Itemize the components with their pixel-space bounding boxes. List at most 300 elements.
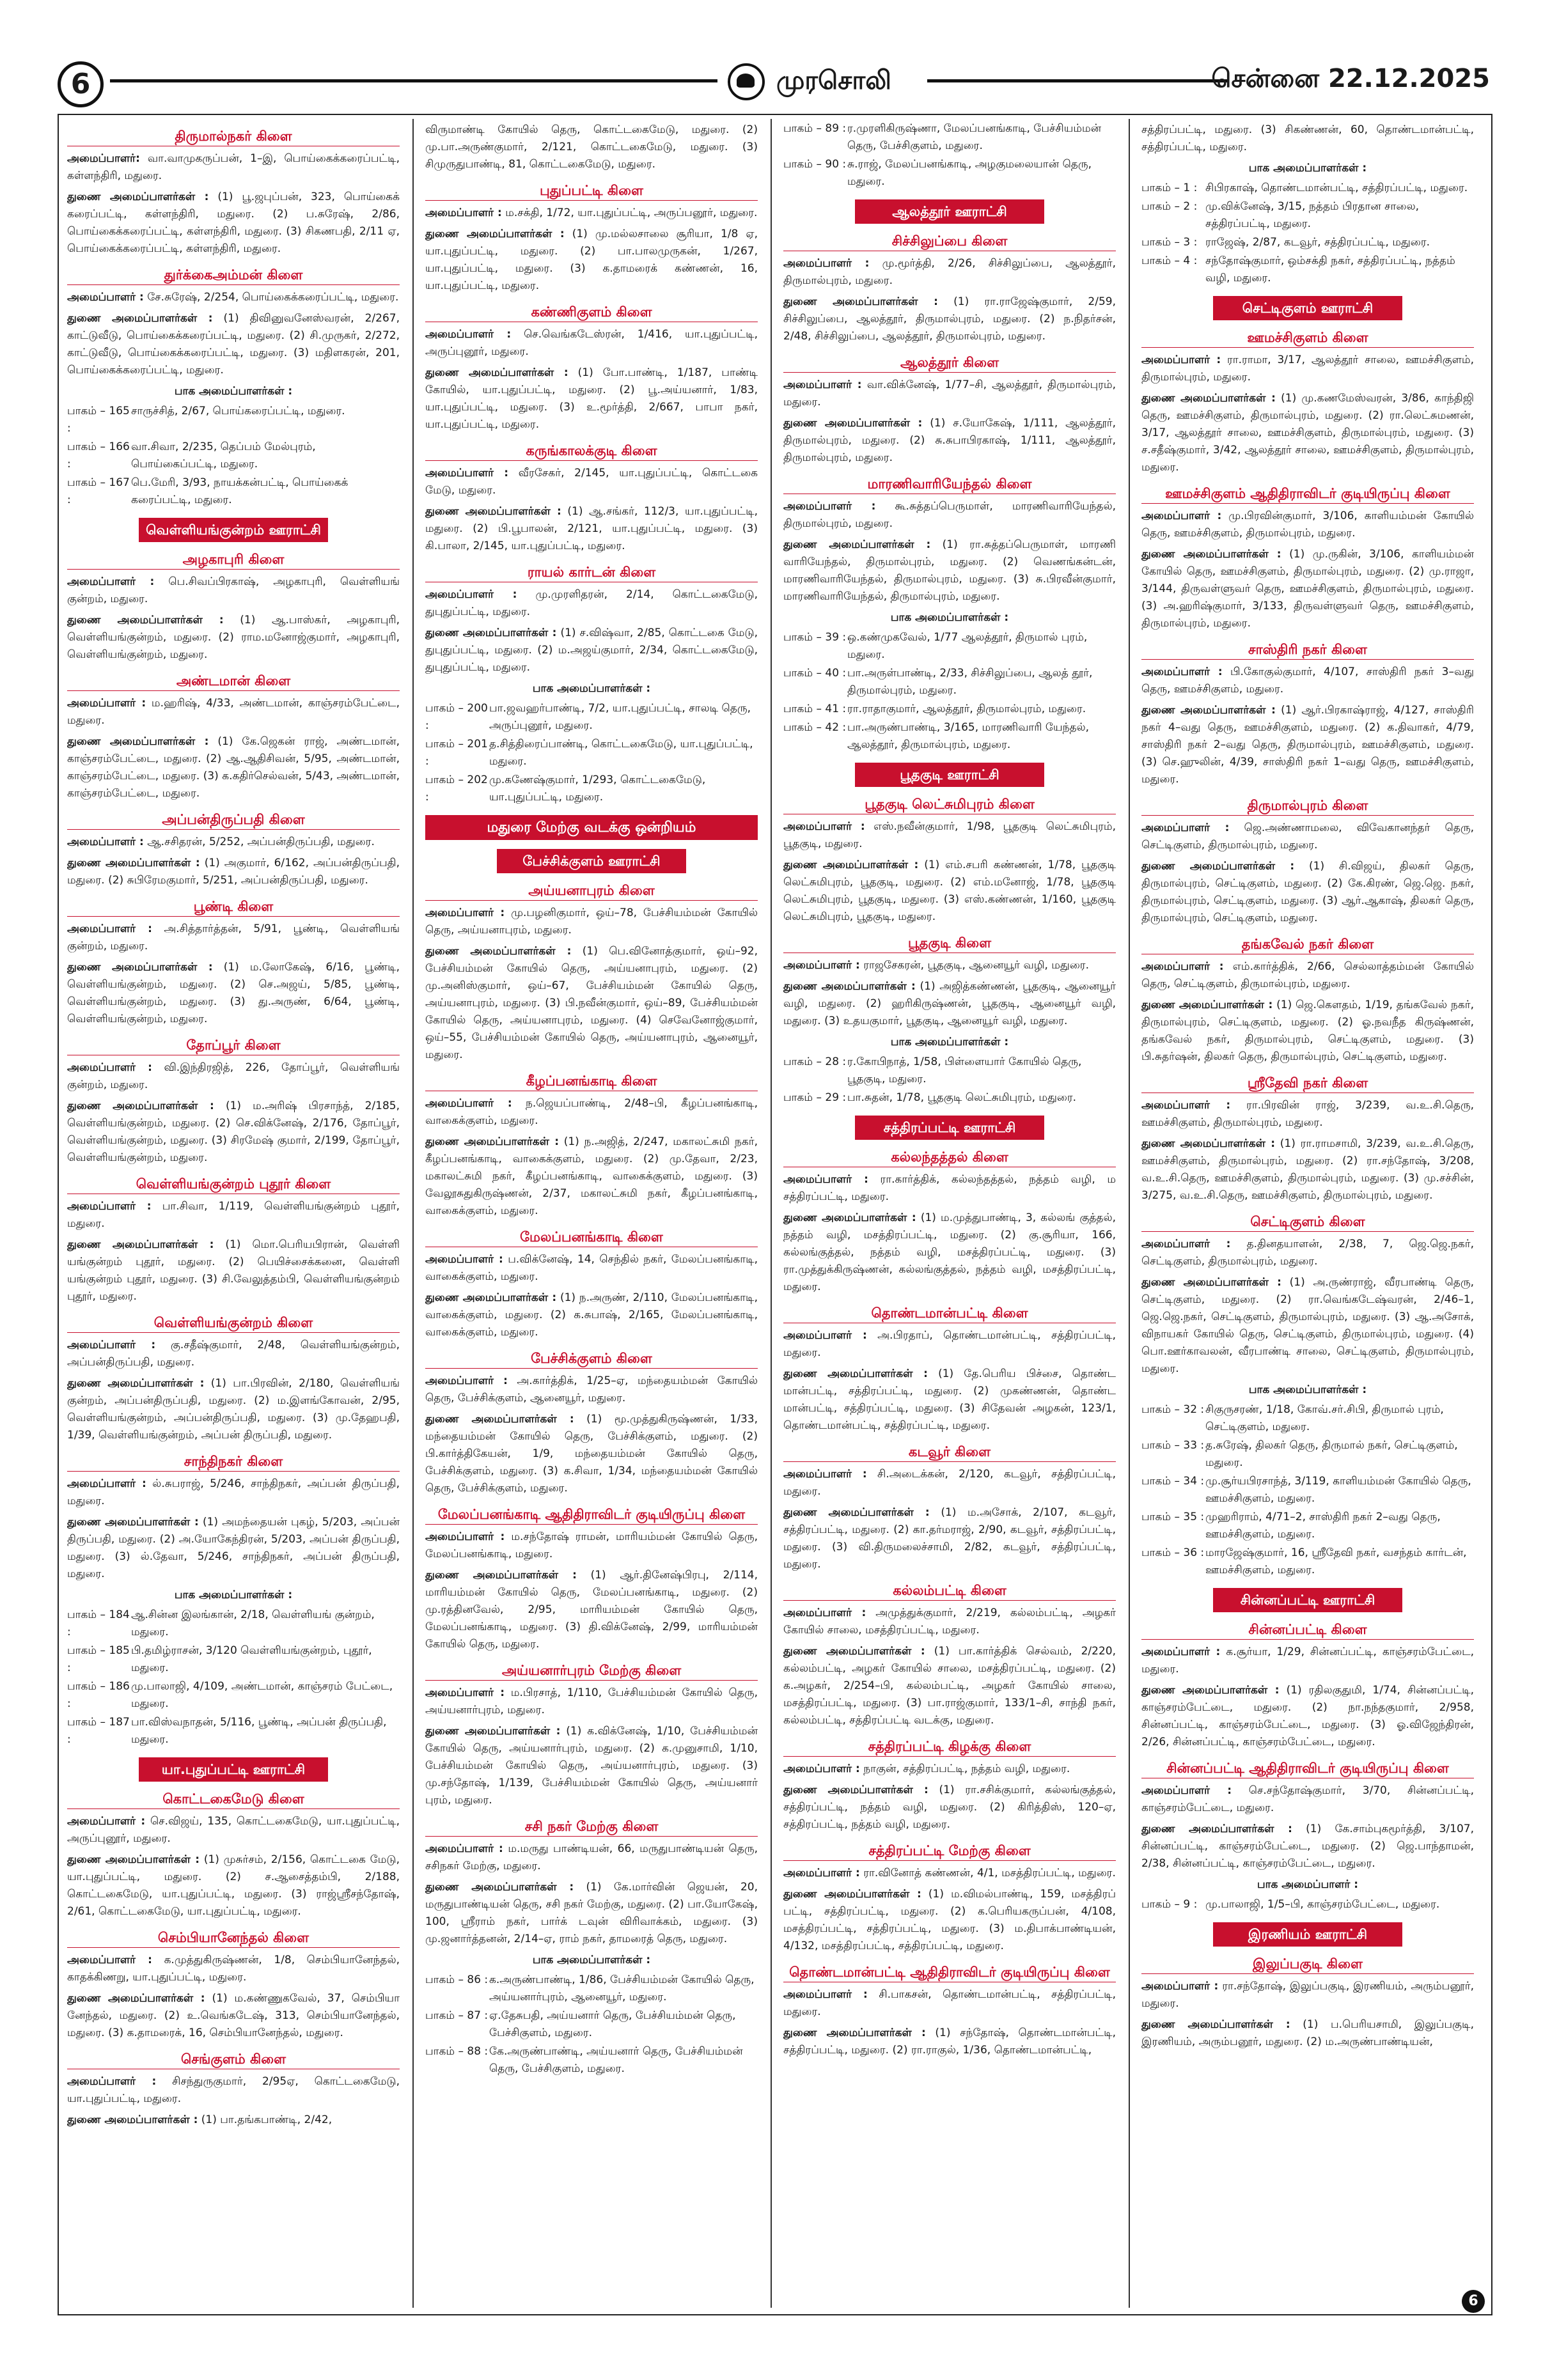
- entry-paragraph: [783, 1782, 1116, 1833]
- branch-heading: சிச்சிலுப்பை கிளை: [783, 231, 1116, 251]
- branch-heading: சின்னப்பட்டி கிளை: [1141, 1620, 1474, 1640]
- entry-paragraph: [67, 150, 400, 185]
- entry-paragraph: [783, 1761, 1116, 1778]
- ward-entry: [1141, 1401, 1474, 1436]
- entry-paragraph: [67, 834, 400, 851]
- ward-number: பாகம் – 90 :: [783, 158, 847, 171]
- panchayat-heading: சின்னப்பட்டி ஊராட்சி: [1213, 1588, 1402, 1612]
- ward-entry: [1141, 234, 1474, 251]
- branch-heading: கீழப்பனங்காடி கிளை: [425, 1071, 758, 1091]
- entry-text: ப.விக்னேஷ், 14, செந்தில் நகர், மேலப்பனங்காடி, வாகைக்குளம், மதுரை.: [425, 1253, 758, 1283]
- entry-text: பெ.சிவப்பிரகாஷ், அழகாபுரி, வெள்ளியங் குன்றம், மதுரை.: [67, 575, 400, 605]
- entry-paragraph: [67, 2073, 400, 2108]
- entry-label: துணை அமைப்பாளர்கள் :: [425, 366, 568, 379]
- ward-number: பாகம் – 29 :: [783, 1091, 847, 1104]
- entry-label: துணை அமைப்பாளர்கள் :: [425, 626, 557, 639]
- branch-heading: அய்யனார்புரம் மேற்கு கிளை: [425, 1661, 758, 1681]
- entry-label: துணை அமைப்பாளர்கள் :: [1141, 860, 1295, 873]
- entry-text: ம.பிரசாத், 1/110, பேச்சியம்மன் கோயில் தெரு, அய்யனார்புரம், மதுரை.: [425, 1686, 758, 1716]
- ward-number: பாகம் – 41 :: [783, 703, 847, 715]
- ward-number: பாகம் – 87 :: [425, 2009, 489, 2022]
- entry-label: துணை அமைப்பாளர்கள் :: [783, 2026, 926, 2039]
- entry-paragraph: [425, 943, 758, 1064]
- ward-member: மாரஜேஷ்குமார், 16, ஸ்ரீதேவி நகர், வசந்தம் கார்டன், ஊமச்சிகுளம், மதுரை.: [1205, 1546, 1467, 1576]
- entry-paragraph: [425, 1879, 758, 1948]
- ward-entry: [67, 439, 400, 473]
- ward-member: பா.அருண்பாண்டி, 3/165, மாரணிவாரி யேந்தல், ஆலத்தூர், திருமால்புரம், மதுரை.: [847, 721, 1090, 751]
- ward-member: பா.அருள்பாண்டி, 2/33, சிச்சிலுப்பை, ஆலத் தூர், திருமால்புரம், மதுரை.: [847, 667, 1093, 697]
- column-3: [783, 119, 1116, 2305]
- entry-paragraph: [1141, 546, 1474, 632]
- entry-text: ரா.ராமா, 3/17, ஆலத்தூர் சாலை, ஊமச்சிகுளம், திருமால்புரம், மதுரை.: [1141, 354, 1474, 384]
- branch-heading: சத்திரப்பட்டி கிழக்கு கிளை: [783, 1737, 1116, 1757]
- entry-label: துணை அமைப்பாளர்கள் :: [1141, 548, 1281, 561]
- entry-paragraph: [783, 1209, 1116, 1296]
- entry-text: (1) பா.கார்த்திக் செல்வம், 2/220, கல்லம்பட்டி, அழகர் கோயில் சாலை, மசத்திரப்பட்டி, மதுரை. (2) க.அழகர், 2/254–பி, கல்லம்பட்டி, அழகர் கோயில் சாலை, மசத்திரப்பட்டி, மதுரை. (3) பா.ராஜ்குமார், 133/1–சி, சாந்தி நகர், கல்லம்பட்டி, சத்திரப்பட்டி வடக்கு, மதுரை.: [783, 1645, 1116, 1727]
- entry-label: அமைப்பாளர் :: [783, 820, 865, 833]
- entry-label: அமைப்பாளர் :: [425, 328, 512, 341]
- entry-text: (1) ச.யோகேஷ், 1/111, ஆலத்தூர், திருமால்புரம், மதுரை. (2) சு.சுபாபிரகாஷ், 1/111, ஆலத்தூர், திருமால்புரம், மதுரை.: [783, 417, 1116, 464]
- entry-text: (1) முசுர்சம், 2/156, கொட்டகை மேடு, யா.புதுப்பட்டி, மதுரை. (2) ச.ஆசைத்தம்பி, 2/188, கொட்டகைமேடு, யா.புதுப்பட்டி, மதுரை. (3) ராஜ்ஸ்ரீசந்தோஷ், 2/61, கொட்டகைமேடு, யா.புதுப்பட்டி, மதுரை.: [67, 1853, 400, 1918]
- ward-entry: [67, 1642, 400, 1677]
- entry-paragraph: [783, 978, 1116, 1030]
- entry-paragraph: [67, 2112, 400, 2129]
- ward-number: பாகம் – 185 :: [67, 1644, 130, 1674]
- entry-label: அமைப்பாளர் :: [425, 206, 502, 219]
- entry-label: துணை அமைப்பாளர்கள் :: [67, 857, 200, 869]
- ward-entry: [425, 2043, 758, 2078]
- branch-heading: வெள்ளியங்குன்றம் புதூர் கிளை: [67, 1174, 400, 1194]
- entry-text: கூ.சுத்தப்பெருமாள், மாரணிவாரியேந்தல், திருமால்புரம், மதுரை.: [783, 500, 1116, 530]
- entry-text: ரா.வினோத் கண்ணன், 4/1, மசத்திரப்பட்டி, மதுரை.: [863, 1867, 1116, 1879]
- ward-entry: [67, 403, 400, 437]
- entry-text: (1) மூ.முத்துகிருஷ்ணன், 1/33, மந்தையம்மன் கோயில் தெரு, பேச்சிக்குளம், மதுரை. (2) பி.கார்த்திகேயன், 1/9, மந்தையம்மன் கோயில் தெரு, பேச்சிக்குளம், மதுரை. (3) க.சிவா, 1/34, மந்தையம்மன் கோயில் தெரு, பேச்சிக்குளம், மதுரை.: [425, 1413, 758, 1495]
- entry-paragraph: [67, 612, 400, 664]
- entry-label: அமைப்பாளர் :: [425, 467, 509, 479]
- entry-paragraph: [1141, 820, 1474, 854]
- branch-heading: மாரணிவாரியேந்தல் கிளை: [783, 474, 1116, 494]
- ward-member: சிபிரகாஷ், தொண்டமான்பட்டி, சத்திரப்பட்டி, மதுரை.: [1205, 182, 1468, 194]
- entry-text: (1) ப.பெரியசாமி, இலுப்பகுடி, இரணியம், அரும்பனூர், மதுரை. (2) ம.அருண்பாண்டியன்,: [1141, 2018, 1474, 2048]
- entry-text: சே.சுரேஷ், 2/254, பொய்கைக்கரைப்பட்டி, மதுரை.: [147, 291, 399, 304]
- entry-paragraph: [425, 1840, 758, 1875]
- panchayat-heading: யா.புதுப்பட்டி ஊராட்சி: [139, 1757, 328, 1782]
- entry-label: துணை அமைப்பாளர்கள் :: [67, 614, 224, 626]
- ward-member: த.சுரேஷ், திலகர் தெரு, திருமால் நகர், செட்டிகுளம், மதுரை.: [1205, 1439, 1458, 1469]
- branch-heading: சாந்திநகர் கிளை: [67, 1452, 400, 1472]
- entry-text: (1) ஜெ.கௌதம், 1/19, தங்கவேல் நகர், திருமால்புரம், செட்டிகுளம், மதுரை. (2) ஓ.நவநீத கிருஷ்ணன், தங்கவேல் நகர், திருமால்புரம், செட்டிகுளம், மதுரை. (3) பி.சுதர்ஷன், திலகர் தெரு, திருமால்புரம், செட்டிகுளம், மதுரை.: [1141, 999, 1474, 1063]
- entry-label: அமைப்பாளர் :: [783, 257, 870, 270]
- entry-text: (1) ஆர்.தினேஷ்பிரபு, 2/114, மாரியம்மன் கோயில் தெரு, மேலப்பனங்காடி, மதுரை. (2) மு.ரத்தினவேல், 2/95, மாரியம்மன் கோயில் தெரு, மேலப்பனங்காடி, மதுரை. (3) தி.விக்னேஷ், 2/99, மாரியம்மன் கோயில் தெரு, மதுரை.: [425, 1569, 758, 1651]
- entry-text: (1) கே.மார்வின் ஜெயன், 20, மருதுபாண்டியன் தெரு, சசி நகர் மேற்கு, மதுரை. (2) பா.யோகேஷ், 100, ஸ்ரீராம் நகர், பார்க் டவுன் விரிவாக்கம், மதுரை. (3) மு.ஜனார்த்தனன், 2/14–ஏ, ராம் நகர், தாமரைத் தெரு, மதுரை.: [425, 1881, 758, 1945]
- entry-text: ம.சக்தி, 1/72, யா.புதுப்பட்டி, அருப்பனூர், மதுரை.: [505, 206, 758, 219]
- entry-label: துணை அமைப்பாளர்கள் :: [67, 1377, 205, 1390]
- entry-label: அமைப்பாளர் :: [1141, 354, 1221, 366]
- entry-paragraph: [1141, 1274, 1474, 1378]
- entry-paragraph: [1141, 664, 1474, 698]
- ward-member: ராஜேஷ், 2/87, கடவூர், சத்திரப்பட்டி, மதுரை.: [1205, 236, 1430, 249]
- entry-text: விருமாண்டி கோயில் தெரு, கொட்டகைமேடு, மதுரை. (2) மு.பா.அருண்குமார், 2/121, கொட்டகைமேடு, மதுரை. (3) சிமுருதுபாண்டி, 81, கொட்டகைமேடு, மதுரை.: [425, 123, 758, 171]
- entry-text: (1) பா.தங்கபாண்டி, 2/42,: [201, 2113, 333, 2126]
- entry-label: துணை அமைப்பாளர்கள் :: [425, 1291, 557, 1304]
- ward-number: பாகம் – 2 :: [1141, 200, 1198, 213]
- entry-text: (1) போ.பாண்டி, 1/187, பாண்டி கோயில், யா.புதுப்பட்டி, மதுரை. (2) பூ.அய்யனார், 1/83, யா.புதுப்பட்டி, மதுரை. (3) உ.மூர்த்தி, 2/667, பாபா நகர், யா.புதுப்பட்டி, மதுரை.: [425, 366, 758, 431]
- entry-label: துணை அமைப்பாளர்கள் :: [67, 1992, 205, 2005]
- column-1: [67, 119, 400, 2305]
- entry-text: (1) சி.விஜய், திலகர் தெரு, திருமால்புரம், செட்டிகுளம், மதுரை. (2) கே.கிரண், ஜெ.ஜெ. நகர், திருமால்புரம், செட்டிகுளம், மதுரை. (3) ஆர்.ஆகாஷ், திலகர் தெரு, திருமால்புரம், செட்டிகுளம், மதுரை.: [1141, 860, 1474, 924]
- entry-paragraph: [67, 1475, 400, 1510]
- entry-text: (1) அமந்தையன் புகழ், 5/203, அப்பன் திருப்பதி, மதுரை. (2) அ.யோகேந்திரன், 5/203, அப்பன் திருப்பதி, மதுரை. (3) ல்.தேவா, 5/246, சாந்திநகர், அப்பன் திருப்பதி, மதுரை.: [67, 1516, 400, 1580]
- entry-paragraph: [783, 1327, 1116, 1362]
- entry-text: க.சூர்யா, 1/29, சின்னப்பட்டி, காஞ்சரம்பேட்டை, மதுரை.: [1141, 1645, 1474, 1676]
- entry-text: (1) ம.அசோக், 2/107, கடவூர், சத்திரப்பட்டி, மதுரை. (2) கா.தர்மராஜ், 2/90, கடவூர், சத்திரப்பட்டி, மதுரை. (3) வி.திருமலைச்சாமி, 2/82, கடவூர், சத்திரப்பட்டி, மதுரை.: [783, 1506, 1116, 1571]
- entry-text: ம.ஹரிஷ், 4/33, அண்டமான், காஞ்சரம்பேட்டை, மதுரை.: [67, 697, 400, 727]
- ward-member: பா.ஜவஹர்பாண்டி, 7/2, யா.புதுப்பட்டி, சாலடி தெரு, அருப்புனூர், மதுரை.: [489, 702, 751, 732]
- ward-member: க.அருண்பாண்டி, 1/86, பேச்சியம்மன் கோயில் தெரு, அய்யனார்புரம், ஆனையூர், மதுரை.: [489, 1973, 755, 2003]
- entry-label: அமைப்பாளர் :: [67, 1061, 152, 1074]
- entry-paragraph: [1141, 1236, 1474, 1270]
- entry-text: (1) மு.ருகின், 3/106, காளியம்மன் கோயில் தெரு, ஊமச்சிகுளம், திருமால்புரம், மதுரை. (2) மு.ராஜா, 3/144, திருவள்ளுவர் தெரு, ஊமச்சிகுளம், திருமால்புரம், மதுரை. (3) அ.ஹரிஷ்குமார், 3/133, திருவள்ளுவர் தெரு, ஊமச்சிகுளம், திருமால்புரம், மதுரை.: [1141, 548, 1474, 630]
- entry-paragraph: [783, 1171, 1116, 1206]
- page-number-badge: 6: [58, 61, 104, 107]
- ward-number: பாகம் – 33 :: [1141, 1439, 1205, 1452]
- branch-heading: சசி நகர் மேற்கு கிளை: [425, 1817, 758, 1837]
- branch-heading: கடவூர் கிளை: [783, 1442, 1116, 1462]
- subheading: பாக அமைப்பாளர் :: [1257, 1878, 1359, 1891]
- ward-entry: [1141, 1509, 1474, 1543]
- entry-paragraph: [67, 733, 400, 802]
- ward-entry: [783, 629, 1116, 664]
- entry-label: துணை அமைப்பாளர்கள் :: [783, 859, 919, 871]
- entry-label: துணை அமைப்பாளர்கள் :: [1141, 1276, 1281, 1289]
- panchayat-heading: செட்டிகுளம் ஊராட்சி: [1213, 296, 1402, 320]
- entry-text: வீரசேகர், 2/145, யா.புதுப்பட்டி, கொட்டகை மேடு, மதுரை.: [425, 467, 758, 497]
- ward-member: பி.தமிழ்ராசன், 3/120 வெள்ளியங்குன்றம், புதூர், மதுரை.: [131, 1644, 372, 1674]
- ward-member: சு.ராஜ், மேலப்பனங்காடி, அழகுமலையான் தெரு, மதுரை.: [847, 158, 1092, 188]
- ward-number: பாகம் – 40 :: [783, 667, 847, 680]
- entry-paragraph: [1141, 1097, 1474, 1132]
- panchayat-heading: சத்திரப்பட்டி ஊராட்சி: [855, 1116, 1044, 1140]
- masthead-rule-right: [927, 79, 1228, 82]
- ward-member: மு.பாலாஜி, 4/109, அண்டமான், காஞ்சரம் பேட்டை, மதுரை.: [131, 1680, 393, 1710]
- subheading: பாக அமைப்பாளர்கள் :: [174, 1589, 293, 1601]
- ward-member: முஹரிராம், 4/71–2, சாஸ்திரி நகர் 2–வது தெரு, ஊமச்சிகுளம், மதுரை.: [1205, 1511, 1441, 1541]
- ward-member: ரா.ராதாகுமார், ஆலத்தூர், திருமால்புரம், மதுரை.: [847, 703, 1086, 715]
- ward-entry: [67, 474, 400, 509]
- entry-text: சிசந்துருகுமார், 2/95ஏ, கொட்டகைமேடு, யா.புதுப்பட்டி, மதுரை.: [67, 2075, 400, 2105]
- entry-paragraph: [783, 1865, 1116, 1882]
- entry-paragraph: [67, 1952, 400, 1986]
- branch-heading: ஊமச்சிகுளம் கிளை: [1141, 328, 1474, 348]
- entry-label: துணை அமைப்பாளர்கள் :: [783, 980, 916, 993]
- entry-paragraph: [783, 1886, 1116, 1955]
- ward-entry: [783, 1089, 1116, 1107]
- entry-text: (1) எம்.சபரி கண்ணன், 1/78, பூதகுடி லெட்சுமிபுரம், பூதகுடி, மதுரை. (2) எம்.மனோஜ், 1/78, பூதகுடி லெட்சுமிபுரம், பூதகுடி, மதுரை. (3) எஸ்.கண்ணன், 1/160, பூதகுடி லெட்சுமிபுரம், பூதகுடி, மதுரை.: [783, 859, 1116, 923]
- entry-paragraph: [425, 226, 758, 295]
- entry-paragraph: [783, 377, 1116, 411]
- entry-text: (1) ஆ.சங்கர், 112/3, யா.புதுப்பட்டி, மதுரை. (2) பி.பூபாலன், 2/121, யா.புதுப்பட்டி, மதுரை. (3) கி.பாலா, 2/145, யா.புதுப்பட்டி, மதுரை.: [425, 505, 758, 552]
- entry-text: (1) ம.அரிஷ் பிரசாந்த், 2/185, வெள்ளியங்குன்றம், மதுரை. (2) செ.விக்னேஷ், 2/176, தோப்பூர், வெள்ளியங்குன்றம், மதுரை. (3) சிரமேஷ் குமார், 2/199, தோப்பூர், வெள்ளியங்குன்றம், மதுரை.: [67, 1100, 400, 1164]
- entry-paragraph: [425, 586, 758, 621]
- entry-label: அமைப்பாளர் :: [783, 959, 860, 972]
- entry-label: துணை அமைப்பாளர்கள் :: [67, 1238, 214, 1251]
- entry-label: அமைப்பாளர் :: [425, 906, 505, 919]
- ward-member: பா.சுதன், 1/78, பூதகுடி லெட்சுமிபுரம், மதுரை.: [847, 1091, 1077, 1104]
- entry-text: நாகுன், சத்திரப்பட்டி, நத்தம் வழி, மதுரை.: [863, 1762, 1070, 1775]
- ward-number: பாகம் – 167 :: [67, 476, 130, 506]
- entry-paragraph: [1141, 1644, 1474, 1678]
- entry-paragraph: [425, 503, 758, 555]
- ward-entry: [67, 1606, 400, 1641]
- branch-heading: கொட்டகைமேடு கிளை: [67, 1789, 400, 1809]
- branch-heading: ராயல் கார்டன் கிளை: [425, 563, 758, 582]
- entry-paragraph: [67, 189, 400, 258]
- branch-heading: தொண்டமான்பட்டி ஆதிதிராவிடர் குடியிருப்பு கிளை: [783, 1963, 1116, 1982]
- entry-label: துணை அமைப்பாளர்கள் :: [783, 1211, 916, 1224]
- entry-text: (1) பா.பிரவின், 2/180, வெள்ளியங் குன்றம், அப்பன்திருப்பதி, மதுரை. (2) ம.இளங்கோவன், 2/95, வெள்ளியங்குன்றம், அப்பன்திருப்பதி, மதுரை. (3) மு.தேஹபதி, 1/39, வெள்ளியங்குன்றம், அப்பன் திருப்பதி, மதுரை.: [67, 1377, 400, 1442]
- entry-label: துணை அமைப்பாளர்கள் :: [425, 1881, 574, 1894]
- entry-label: அமைப்பாளர் :: [67, 1477, 146, 1490]
- entry-label: துணை அமைப்பாளர்கள் :: [1141, 392, 1276, 405]
- branch-heading: அழகாபுரி கிளை: [67, 550, 400, 570]
- ward-entry: [783, 701, 1116, 718]
- entry-text: மு.மூர்த்தி, 2/26, சிச்சிலுப்பை, ஆலத்தூர், திருமால்புரம், மதுரை.: [783, 257, 1116, 287]
- paper-brand: [728, 63, 920, 101]
- ward-member: ஆ.சின்ன இலங்கான், 2/18, வெள்ளியங் குன்றம், மதுரை.: [131, 1608, 375, 1638]
- entry-label: அமைப்பாளர் :: [67, 697, 146, 710]
- entry-label: துணை அமைப்பாளர்கள் :: [783, 1367, 928, 1380]
- ward-entry: [1141, 253, 1474, 287]
- ward-entry: [783, 120, 1116, 155]
- entry-text: (1) ம.கண்ணுகவேல், 37, செம்பியா னேந்தல், மதுரை. (2) உ.வெங்கடேஷ், 313, செம்பியானேந்தல், மதுரை. (3) க.தாமரைக், 16, செம்பியானேந்தல், மதுரை.: [67, 1992, 400, 2039]
- ward-number: பாகம் – 86 :: [425, 1973, 489, 1986]
- ward-entry: [1141, 180, 1474, 197]
- entry-text: எஸ்.நவீன்குமார், 1/98, பூதகுடி லெட்சுமிபுரம், பூதகுடி, மதுரை.: [783, 820, 1116, 850]
- entry-paragraph: [425, 364, 758, 433]
- ward-member: சந்தோஷ்குமார், ஒம்சக்தி நகர், சத்திரப்பட்டி, நத்தம் வழி, மதுரை.: [1205, 254, 1455, 284]
- ward-number: பாகம் – 3 :: [1141, 236, 1198, 249]
- entry-paragraph: [67, 1514, 400, 1583]
- ward-number: பாகம் – 32 :: [1141, 1403, 1205, 1416]
- entry-text: அமுத்துக்குமார், 2/219, கல்லம்பட்டி, அழகர் கோயில் சாலை, மசத்திரப்பட்டி, மதுரை.: [783, 1606, 1116, 1637]
- ward-number: பாகம் – 165 :: [67, 405, 130, 435]
- subheading: பாக அமைப்பாளர்கள் :: [890, 1036, 1009, 1048]
- entry-text: (1) ம.லோகேஷ், 6/16, பூண்டி, வெள்ளியங்குன்றம், மதுரை. (2) செ.அஜய், 5/85, பூண்டி, வெள்ளியங்குன்றம், மதுரை. (3) து.அருண், 6/64, பூண்டி, வெள்ளியங்குன்றம், மதுரை.: [67, 961, 400, 1025]
- ward-entry: [425, 2007, 758, 2042]
- entry-paragraph: [67, 1236, 400, 1305]
- entry-text: (1) ஆ.பாஸ்கர், அழகாபுரி, வெள்ளியங்குன்றம், மதுரை. (2) ராம.மனோஜ்குமார், அழகாபுரி, வெள்ளியங்குன்றம், மதுரை.: [67, 614, 400, 661]
- entry-label: துணை அமைப்பாளர்கள் :: [1141, 999, 1273, 1011]
- entry-label: அமைப்பாளர் :: [783, 1329, 867, 1342]
- subheading: பாக அமைப்பாளர்கள் :: [1248, 162, 1367, 175]
- entry-label: துணை அமைப்பாளர்கள் :: [783, 1784, 928, 1796]
- branch-heading: மேலப்பனங்காடி ஆதிதிராவிடர் குடியிருப்பு கிளை: [425, 1505, 758, 1525]
- entry-paragraph: [425, 1095, 758, 1130]
- entry-paragraph: [425, 1684, 758, 1719]
- entry-paragraph: [783, 857, 1116, 926]
- ward-member: வா.சிவா, 2/235, தெப்பம் மேல்புரம், பொய்கைப்பட்டி, மதுரை.: [131, 440, 316, 471]
- branch-heading: செட்டிகுளம் கிளை: [1141, 1212, 1474, 1232]
- ward-member: மு.விக்னேஷ், 3/15, நத்தம் பிரதான சாலை, சத்திரப்பட்டி, மதுரை.: [1205, 200, 1420, 230]
- branch-heading: ஊமச்சிகுளம் ஆதிதிராவிடர் குடியிருப்பு கிளை: [1141, 484, 1474, 504]
- ward-member: ஒ.கண்முகவேல், 1/77 ஆலத்தூர், திருமால் புரம், மதுரை.: [847, 631, 1088, 661]
- ward-member: ர.கோபிநாத், 1/58, பிள்ளையார் கோயில் தெரு, பூதகுடி, மதுரை.: [847, 1055, 1082, 1085]
- entry-paragraph: [1141, 958, 1474, 993]
- entry-paragraph: [67, 695, 400, 729]
- entry-paragraph: [67, 959, 400, 1028]
- entry-label: அமைப்பாளர் :: [1141, 665, 1223, 678]
- ward-number: பாகம் – 36 :: [1141, 1546, 1205, 1559]
- column-divider: [771, 119, 772, 2308]
- entry-label: அமைப்பாளர் :: [783, 1762, 860, 1775]
- entry-label: துணை அமைப்பாளர்கள் :: [783, 538, 931, 551]
- entry-label: துணை அமைப்பாளர்கள் :: [783, 1888, 921, 1901]
- entry-text: (1) ரா.சசிக்குமார், கல்லங்குத்தல், சத்திரப்பட்டி, நத்தம் வழி, மதுரை. (2) கிரித்திஸ், 120–ஏ, சத்திரப்பட்டி, நத்தம் வழி, மதுரை.: [783, 1784, 1116, 1831]
- ward-entry: [783, 1054, 1116, 1088]
- ward-number: பாகம் – 35 :: [1141, 1511, 1205, 1523]
- entry-paragraph: [1141, 352, 1474, 386]
- entry-label: அமைப்பாளர் :: [67, 1339, 156, 1351]
- entry-text: ரா.சந்தோஷ், இலுப்பகுடி, இரணியம், அரும்பனூர், மதுரை.: [1141, 1980, 1474, 2010]
- entry-paragraph: [425, 1133, 758, 1220]
- entry-text: அ.கார்த்திக், 1/25–ஏ, மந்தையம்மன் கோயில் தெரு, பேச்சிக்குளம், ஆனையூர், மதுரை.: [425, 1374, 758, 1404]
- entry-label: துணை அமைப்பாளர்கள் :: [783, 1645, 925, 1658]
- entry-text: (1) மு.கணமேஸ்வரன், 3/86, காந்திஜி தெரு, ஊமச்சிகுளம், திருமால்புரம், மதுரை. (2) ரா.லெட்சுமணன், 3/17, ஆலத்தூர் சாலை, ஊமச்சிகுளம், திருமால்புரம், மதுரை. (3) ச.சதீஷ்குமார், 3/42, ஆலத்தூர் சாலை, ஊமச்சிகுளம், திருமால்புரம், மதுரை.: [1141, 392, 1474, 474]
- entry-label: துணை அமைப்பாளர்கள் :: [67, 735, 209, 748]
- entry-paragraph: [783, 255, 1116, 290]
- branch-heading: செம்பியானேந்தல் கிளை: [67, 1928, 400, 1948]
- ward-member: மு.கணேஷ்குமார், 1/293, கொட்டகைமேடு, யா.புதுப்பட்டி, மதுரை.: [489, 774, 706, 804]
- entry-paragraph: [425, 1528, 758, 1563]
- entry-label: துணை அமைப்பாளர்கள் :: [1141, 1684, 1280, 1697]
- branch-heading: திருமால்புரம் கிளை: [1141, 796, 1474, 816]
- entry-paragraph: [67, 1813, 400, 1847]
- entry-paragraph: [425, 121, 758, 173]
- branch-heading: திருமால்நகர் கிளை: [67, 127, 400, 146]
- branch-heading: மேலப்பனங்காடி கிளை: [425, 1227, 758, 1247]
- ward-number: பாகம் – 89 :: [783, 122, 847, 135]
- dateline: சென்னை 22.12.2025: [1211, 64, 1490, 93]
- ward-number: பாகம் – 88 :: [425, 2045, 489, 2058]
- entry-paragraph: [783, 1986, 1116, 2021]
- entry-text: (1) அகுமார், 6/162, அப்பன்திருப்பதி, மதுரை. (2) சுபிரேமகுமார், 5/251, அப்பன்திருப்பதி, மதுரை.: [67, 857, 400, 887]
- entry-text: பி.கோகுல்குமார், 4/107, சாஸ்திரி நகர் 3–வது தெரு, ஊமச்சிகுளம், மதுரை.: [1141, 665, 1474, 696]
- entry-label: துணை அமைப்பாளர்கள் :: [1141, 1137, 1276, 1150]
- branch-heading: செங்குளம் கிளை: [67, 2049, 400, 2069]
- ward-number: பாகம் – 4 :: [1141, 254, 1198, 267]
- entry-paragraph: [1141, 508, 1474, 542]
- entry-label: துணை அமைப்பாளர்கள் :: [1141, 2018, 1290, 2031]
- branch-heading: அண்டமான் கிளை: [67, 671, 400, 691]
- entry-paragraph: [783, 2025, 1116, 2059]
- ward-number: பாகம் – 166 :: [67, 440, 130, 471]
- masthead: [58, 59, 1490, 104]
- entry-text: ம.சந்தோஷ் ராமன், மாரியம்மன் கோயில் தெரு, மேலப்பனங்காடி, மதுரை.: [425, 1530, 758, 1560]
- entry-label: அமைப்பாளர் :: [783, 1988, 868, 2001]
- ward-entry: [425, 736, 758, 770]
- entry-label: அமைப்பாளர் :: [783, 500, 876, 513]
- entry-paragraph: [1141, 1978, 1474, 2012]
- entry-label: அமைப்பாளர் :: [1141, 1238, 1231, 1250]
- ward-entry: [1141, 1544, 1474, 1579]
- entry-text: (1) தே.பெரிய பிச்சை, தொண்ட மான்பட்டி, சத்திரப்பட்டி, மதுரை. (2) முகண்ணன், தொண்ட மான்பட்டி, சத்திரப்பட்டி, மதுரை. (3) சிதேவன் அழகன், 123/1, தொண்டமான்பட்டி, சத்திரப்பட்டி, மதுரை.: [783, 1367, 1116, 1432]
- ward-member: ர.முரளிகிருஷ்ணா, மேலப்பனங்காடி, பேச்சியம்மன் தெரு, பேச்சிகுளம், மதுரை.: [847, 122, 1102, 152]
- branch-heading: தோப்பூர் கிளை: [67, 1036, 400, 1055]
- entry-text: த.தினதயாளன், 2/38, 7, ஜெ.ஜெ.நகர், செட்டிகுளம், திருமால்புரம், மதுரை.: [1141, 1238, 1474, 1268]
- entry-label: அமைப்பாளர் :: [1141, 960, 1224, 973]
- ward-number: பாகம் – 28 :: [783, 1055, 847, 1068]
- ward-member: சாருச்சித், 2/67, பொய்கரைப்பட்டி, மதுரை.: [131, 405, 345, 417]
- entry-label: அமைப்பாளர் :: [1141, 1099, 1231, 1112]
- entry-label: துணை அமைப்பாளர்கள் :: [783, 295, 938, 308]
- entry-text: செ.வெங்கடேஸ்ரன், 1/416, யா.புதுப்பட்டி, அருப்புனூர், மதுரை.: [425, 328, 758, 358]
- entry-paragraph: [67, 921, 400, 955]
- entry-text: செ.சந்தோஷ்குமார், 3/70, சின்னப்பட்டி, காஞ்சரம்பேட்டை, மதுரை.: [1141, 1784, 1474, 1814]
- entry-paragraph: [783, 1605, 1116, 1639]
- ward-entry: [783, 719, 1116, 754]
- entry-label: அமைப்பாளர் :: [783, 1867, 860, 1879]
- entry-paragraph: [425, 1723, 758, 1809]
- entry-label: அமைப்பாளர் :: [67, 291, 144, 304]
- entry-paragraph: [67, 1990, 400, 2042]
- entry-text: (1) சந்தோஷ், தொண்டமான்பட்டி, சத்திரப்பட்டி, மதுரை. (2) ரா.ராகுல், 1/36, தொண்டமான்பட்டி,: [783, 2026, 1116, 2057]
- branch-heading: பூதகுடி கிளை: [783, 933, 1116, 953]
- panchayat-heading: பூதகுடி ஊராட்சி: [855, 763, 1044, 787]
- entry-label: அமைப்பாளர் :: [67, 2075, 157, 2088]
- ward-number: பாகம் – 34 :: [1141, 1475, 1205, 1488]
- branch-heading: அய்யனாபுரம் கிளை: [425, 881, 758, 901]
- ward-entry: [783, 156, 1116, 191]
- branch-heading: ஸ்ரீதேவி நகர் கிளை: [1141, 1073, 1474, 1093]
- entry-text: செ.விஜய், 135, கொட்டகைமேடு, யா.புதுப்பட்டி, அருப்புனூர், மதுரை.: [67, 1815, 400, 1845]
- entry-paragraph: [1141, 121, 1474, 156]
- panchayat-heading: வெள்ளியங்குன்றம் ஊராட்சி: [139, 518, 328, 542]
- entry-paragraph: [67, 1337, 400, 1371]
- entry-label: அமைப்பாளர் :: [425, 1374, 508, 1387]
- ward-number: பாகம் – 1 :: [1141, 182, 1198, 194]
- branch-heading: கருங்காலக்குடி கிளை: [425, 441, 758, 461]
- entry-text: மு.முரளிதரன், 2/14, கொட்டகைமேடு, துபுதுப்பட்டி, மதுரை.: [425, 588, 758, 618]
- entry-label: அமைப்பாளர் :: [425, 1530, 505, 1543]
- ward-entry: [1141, 1473, 1474, 1507]
- entry-text: (1) மொ.பெரியபிரான், வெள்ளி யங்குன்றம் புதூர், மதுரை. (2) பெயிச்சைக்கனை, வெள்ளி யங்குன்றம் புதூர், மதுரை. (3) சி.வேலுத்தம்பி, வெள்ளியங்குன்றம் புதூர், மதுரை.: [67, 1238, 400, 1303]
- ward-entry: [1141, 1896, 1474, 1913]
- entry-text: அ.சித்தார்த்தன், 5/91, பூண்டி, வெள்ளியங் குன்றம், மதுரை.: [67, 922, 400, 953]
- entry-text: ம.மருது பாண்டியன், 66, மருதுபாண்டியன் தெரு, சசிநகர் மேற்கு, மதுரை.: [425, 1842, 758, 1872]
- entry-label: துணை அமைப்பாளர்கள் :: [425, 1725, 561, 1738]
- entry-text: (1) பூ.ஜபுப்பன், 323, பொய்கைக் கரைப்பட்டி, கள்ளந்திரி, மதுரை. (2) ப.சுரேஷ், 2/86, பொய்கைக்கரைப்பட்டி, கள்ளந்திரி, மதுரை. (3) சிகணபதி, 2/11 ஏ, பொய்கைக்கரைப்பட்டி, கள்ளந்திரி, மதுரை.: [67, 191, 400, 255]
- ward-number: பாகம் – 186 :: [67, 1680, 130, 1710]
- entry-label: அமைப்பாளர் :: [1141, 509, 1222, 522]
- branch-heading: கல்லந்தத்தல் கிளை: [783, 1147, 1116, 1167]
- branch-heading: வெள்ளியங்குன்றம் கிளை: [67, 1313, 400, 1333]
- entry-paragraph: [425, 326, 758, 361]
- entry-paragraph: [783, 1504, 1116, 1573]
- branch-heading: ஆலத்தூர் கிளை: [783, 353, 1116, 373]
- entry-paragraph: [1141, 997, 1474, 1066]
- panchayat-heading: பேச்சிக்குளம் ஊராட்சி: [497, 849, 686, 873]
- entry-label: அமைப்பாளர் :: [425, 1686, 505, 1699]
- ward-number: பாகம் – 187 :: [67, 1716, 130, 1746]
- column-2: [425, 119, 758, 2305]
- ward-entry: [67, 1714, 400, 1748]
- entry-paragraph: [425, 1289, 758, 1341]
- entry-paragraph: [783, 1365, 1116, 1435]
- branch-heading: கல்லம்பட்டி கிளை: [783, 1581, 1116, 1601]
- entry-label: துணை அமைப்பாளர்கள் :: [67, 1853, 200, 1866]
- entry-label: அமைப்பாளர் :: [1141, 1784, 1232, 1797]
- branch-heading: சின்னப்பட்டி ஆதிதிராவிடர் குடியிருப்பு கிளை: [1141, 1759, 1474, 1778]
